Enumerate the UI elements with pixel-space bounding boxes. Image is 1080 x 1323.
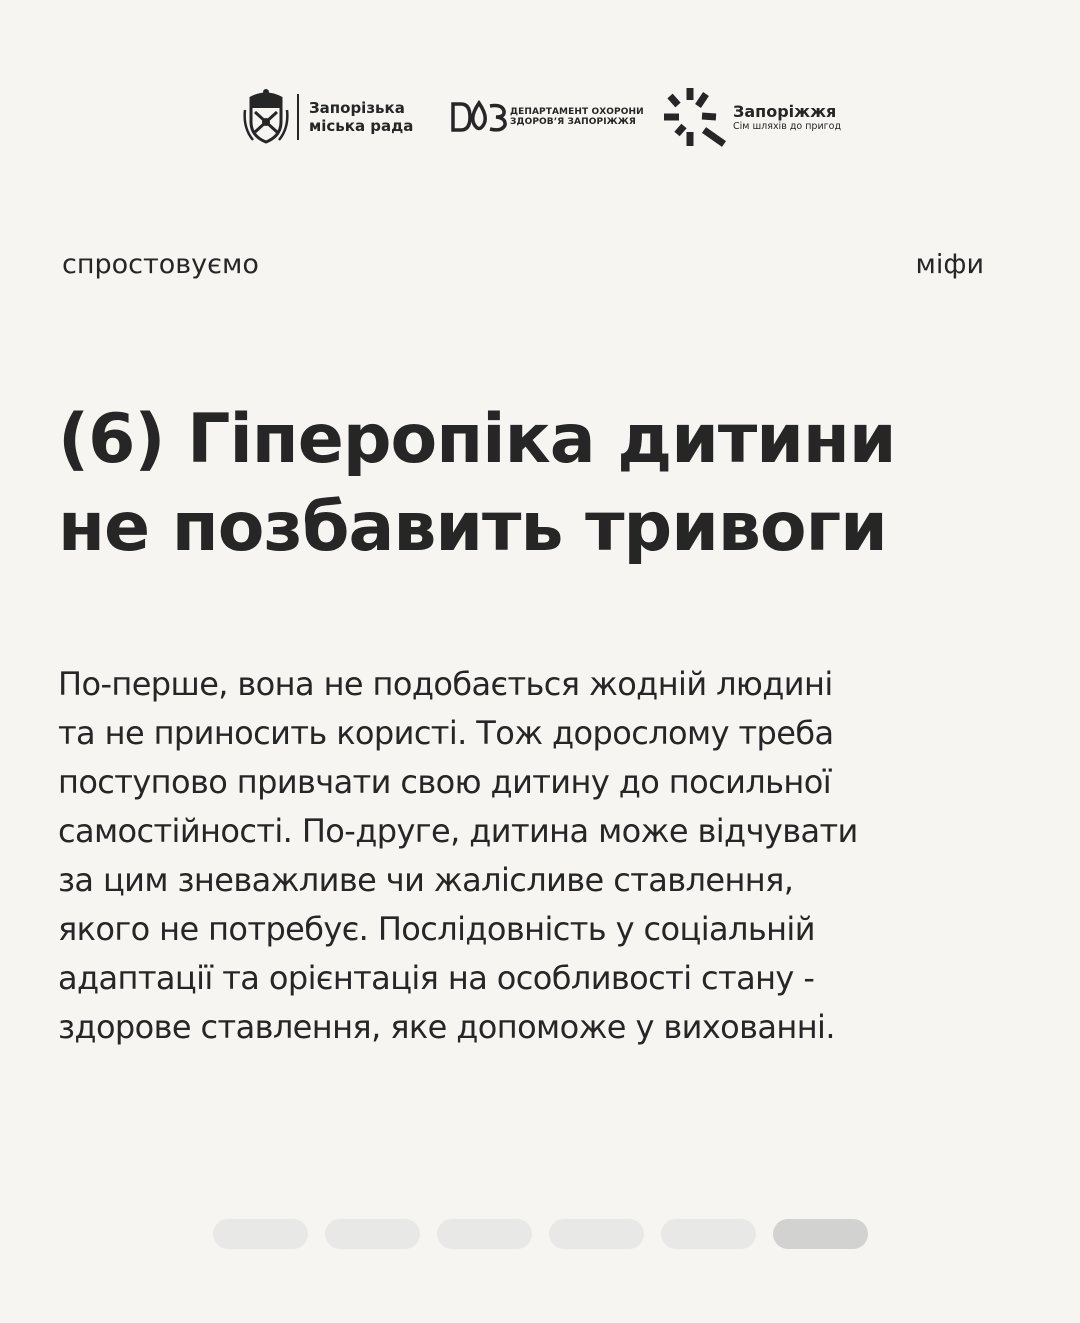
label-debunking: спростовуємо: [62, 249, 259, 280]
body-line: адаптації та орієнтація на особливості стану -: [58, 959, 815, 997]
pagination-dot-4[interactable]: [549, 1219, 644, 1249]
slide-pagination: [213, 1219, 868, 1249]
pagination-dot-1[interactable]: [213, 1219, 308, 1249]
body-line: самостійності. По-друге, дитина може відчувати: [58, 812, 858, 850]
headline-line: не позбавить тривоги: [58, 488, 887, 567]
pagination-dot-5[interactable]: [661, 1219, 756, 1249]
health-department-logo: [450, 84, 644, 150]
label-myths: міфи: [915, 249, 984, 280]
logo-divider: [297, 94, 299, 140]
body-line: здорове ставлення, яке допоможе у вихованні.: [58, 1008, 835, 1046]
coat-of-arms-icon: [243, 88, 289, 146]
body-line: По-перше, вона не подобається жодній людині: [58, 665, 833, 703]
tourism-slogan: Сім шляхів до пригод: [733, 120, 842, 132]
pagination-dot-6[interactable]: [773, 1219, 868, 1249]
body-line: та не приносить користі. Тож дорослому треба: [58, 714, 834, 752]
city-council-line1: Запорізька: [309, 99, 405, 117]
pagination-dot-3[interactable]: [437, 1219, 532, 1249]
zaporizhzhia-tourism-logo: [662, 84, 841, 150]
myth-headline: [58, 396, 1048, 572]
health-department-line2: ЗДОРОВ’Я ЗАПОРІЖЖЯ: [510, 117, 636, 127]
city-council-logo: [243, 84, 413, 150]
city-council-name: [309, 99, 413, 135]
starburst-icon: [662, 86, 730, 148]
headline-line: (6) Гіперопіка дитини: [58, 400, 896, 479]
health-department-name: [510, 107, 644, 127]
health-department-mark-icon: [450, 100, 508, 134]
body-line: за цим зневажливе чи жалісливе ставлення,: [58, 861, 794, 899]
body-line: якого не потребує. Послідовність у соціальній: [58, 910, 815, 948]
partner-logos: [0, 84, 1080, 150]
tourism-text: [733, 102, 841, 133]
city-council-line2: міська рада: [309, 117, 414, 135]
health-department-line1: ДЕПАРТАМЕНТ ОХОРОНИ: [510, 107, 644, 117]
myth-explanation: [58, 660, 1058, 1052]
pagination-dot-2[interactable]: [325, 1219, 420, 1249]
body-line: поступово привчати свою дитину до посильної: [58, 763, 831, 801]
tourism-name: Запоріжжя: [733, 101, 837, 121]
